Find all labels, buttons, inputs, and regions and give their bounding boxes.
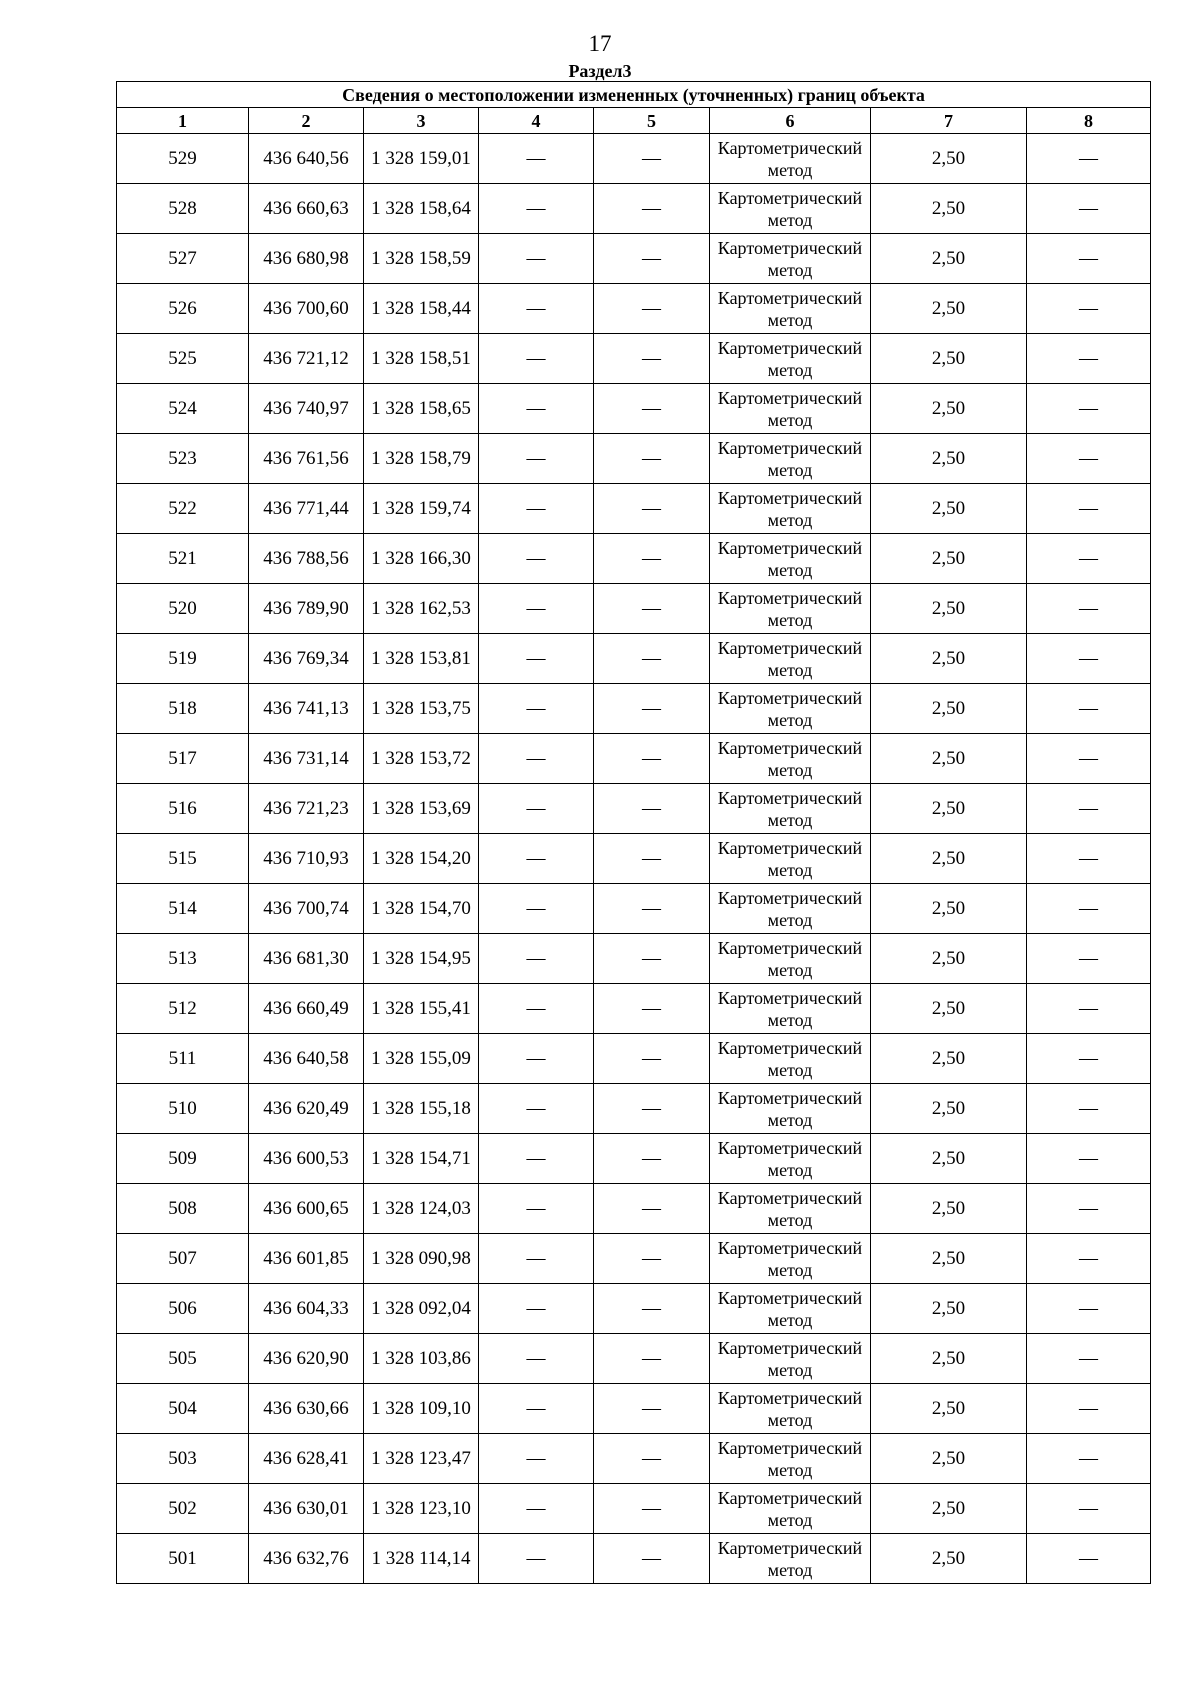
method-cell: Картометрический метод	[710, 434, 871, 484]
col4-cell: —	[479, 1334, 594, 1384]
x-coordinate-cell: 436 710,93	[249, 834, 364, 884]
col8-cell: —	[1027, 1234, 1151, 1284]
point-number-cell: 521	[117, 534, 249, 584]
col8-cell: —	[1027, 1184, 1151, 1234]
accuracy-cell: 2,50	[871, 1234, 1027, 1284]
column-number-header: 5	[594, 108, 710, 134]
x-coordinate-cell: 436 640,58	[249, 1034, 364, 1084]
col4-cell: —	[479, 1034, 594, 1084]
page-number: 17	[588, 31, 612, 56]
point-number-cell: 503	[117, 1434, 249, 1484]
table-row	[117, 1134, 1151, 1184]
col5-cell: —	[594, 484, 710, 534]
method-cell: Картометрический метод	[710, 684, 871, 734]
col5-cell: —	[594, 1234, 710, 1284]
method-cell: Картометрический метод	[710, 284, 871, 334]
col5-cell: —	[594, 434, 710, 484]
method-cell: Картометрический метод	[710, 934, 871, 984]
accuracy-cell: 2,50	[871, 1484, 1027, 1534]
col8-cell: —	[1027, 634, 1151, 684]
accuracy-cell: 2,50	[871, 334, 1027, 384]
accuracy-cell: 2,50	[871, 684, 1027, 734]
point-number-cell: 524	[117, 384, 249, 434]
col5-cell: —	[594, 384, 710, 434]
method-cell: Картометрический метод	[710, 1134, 871, 1184]
method-cell: Картометрический метод	[710, 734, 871, 784]
col5-cell: —	[594, 834, 710, 884]
method-cell: Картометрический метод	[710, 134, 871, 184]
accuracy-cell: 2,50	[871, 1284, 1027, 1334]
method-cell: Картометрический метод	[710, 184, 871, 234]
column-number-header: 3	[364, 108, 479, 134]
y-coordinate-cell: 1 328 103,86	[364, 1334, 479, 1384]
x-coordinate-cell: 436 601,85	[249, 1234, 364, 1284]
y-coordinate-cell: 1 328 154,95	[364, 934, 479, 984]
y-coordinate-cell: 1 328 153,72	[364, 734, 479, 784]
y-coordinate-cell: 1 328 162,53	[364, 584, 479, 634]
section-title: Раздел3	[568, 61, 632, 81]
col8-cell: —	[1027, 384, 1151, 434]
x-coordinate-cell: 436 600,53	[249, 1134, 364, 1184]
point-number-cell: 512	[117, 984, 249, 1034]
col5-cell: —	[594, 784, 710, 834]
y-coordinate-cell: 1 328 159,74	[364, 484, 479, 534]
x-coordinate-cell: 436 681,30	[249, 934, 364, 984]
col5-cell: —	[594, 184, 710, 234]
col5-cell: —	[594, 1084, 710, 1134]
col4-cell: —	[479, 1534, 594, 1584]
col8-cell: —	[1027, 1284, 1151, 1334]
x-coordinate-cell: 436 700,60	[249, 284, 364, 334]
col8-cell: —	[1027, 784, 1151, 834]
table-row	[117, 1484, 1151, 1534]
method-cell: Картометрический метод	[710, 1234, 871, 1284]
column-number-header: 1	[117, 108, 249, 134]
method-cell: Картометрический метод	[710, 484, 871, 534]
col4-cell: —	[479, 734, 594, 784]
col4-cell: —	[479, 384, 594, 434]
point-number-cell: 502	[117, 1484, 249, 1534]
col8-cell: —	[1027, 1034, 1151, 1084]
table-row	[117, 1434, 1151, 1484]
x-coordinate-cell: 436 632,76	[249, 1534, 364, 1584]
x-coordinate-cell: 436 740,97	[249, 384, 364, 434]
x-coordinate-cell: 436 604,33	[249, 1284, 364, 1334]
x-coordinate-cell: 436 700,74	[249, 884, 364, 934]
table-row	[117, 1534, 1151, 1584]
col5-cell: —	[594, 684, 710, 734]
point-number-cell: 519	[117, 634, 249, 684]
y-coordinate-cell: 1 328 154,70	[364, 884, 479, 934]
point-number-cell: 508	[117, 1184, 249, 1234]
col8-cell: —	[1027, 1384, 1151, 1434]
col8-cell: —	[1027, 1334, 1151, 1384]
x-coordinate-cell: 436 731,14	[249, 734, 364, 784]
x-coordinate-cell: 436 769,34	[249, 634, 364, 684]
point-number-cell: 529	[117, 134, 249, 184]
column-number-header: 4	[479, 108, 594, 134]
accuracy-cell: 2,50	[871, 384, 1027, 434]
x-coordinate-cell: 436 630,01	[249, 1484, 364, 1534]
x-coordinate-cell: 436 789,90	[249, 584, 364, 634]
table-row	[117, 734, 1151, 784]
col5-cell: —	[594, 1484, 710, 1534]
col8-cell: —	[1027, 1534, 1151, 1584]
point-number-cell: 528	[117, 184, 249, 234]
method-cell: Картометрический метод	[710, 534, 871, 584]
y-coordinate-cell: 1 328 153,69	[364, 784, 479, 834]
col5-cell: —	[594, 1534, 710, 1584]
col8-cell: —	[1027, 584, 1151, 634]
y-coordinate-cell: 1 328 155,18	[364, 1084, 479, 1134]
accuracy-cell: 2,50	[871, 884, 1027, 934]
col8-cell: —	[1027, 984, 1151, 1034]
table-row	[117, 1284, 1151, 1334]
accuracy-cell: 2,50	[871, 484, 1027, 534]
y-coordinate-cell: 1 328 158,59	[364, 234, 479, 284]
y-coordinate-cell: 1 328 155,09	[364, 1034, 479, 1084]
method-cell: Картометрический метод	[710, 384, 871, 434]
accuracy-cell: 2,50	[871, 584, 1027, 634]
method-cell: Картометрический метод	[710, 584, 871, 634]
col4-cell: —	[479, 284, 594, 334]
table-row	[117, 384, 1151, 434]
point-number-cell: 505	[117, 1334, 249, 1384]
table-row	[117, 234, 1151, 284]
col5-cell: —	[594, 734, 710, 784]
x-coordinate-cell: 436 620,90	[249, 1334, 364, 1384]
col8-cell: —	[1027, 284, 1151, 334]
point-number-cell: 515	[117, 834, 249, 884]
col4-cell: —	[479, 584, 594, 634]
method-cell: Картометрический метод	[710, 334, 871, 384]
col4-cell: —	[479, 634, 594, 684]
accuracy-cell: 2,50	[871, 134, 1027, 184]
col4-cell: —	[479, 1484, 594, 1534]
y-coordinate-cell: 1 328 158,44	[364, 284, 479, 334]
table-row	[117, 184, 1151, 234]
col4-cell: —	[479, 934, 594, 984]
method-cell: Картометрический метод	[710, 1084, 871, 1134]
col5-cell: —	[594, 1384, 710, 1434]
table-row	[117, 934, 1151, 984]
x-coordinate-cell: 436 721,12	[249, 334, 364, 384]
y-coordinate-cell: 1 328 154,71	[364, 1134, 479, 1184]
y-coordinate-cell: 1 328 154,20	[364, 834, 479, 884]
col5-cell: —	[594, 1034, 710, 1084]
col4-cell: —	[479, 234, 594, 284]
y-coordinate-cell: 1 328 158,65	[364, 384, 479, 434]
point-number-cell: 523	[117, 434, 249, 484]
col4-cell: —	[479, 1434, 594, 1484]
accuracy-cell: 2,50	[871, 434, 1027, 484]
x-coordinate-cell: 436 660,49	[249, 984, 364, 1034]
col4-cell: —	[479, 134, 594, 184]
col4-cell: —	[479, 534, 594, 584]
col8-cell: —	[1027, 434, 1151, 484]
col5-cell: —	[594, 584, 710, 634]
accuracy-cell: 2,50	[871, 234, 1027, 284]
accuracy-cell: 2,50	[871, 1084, 1027, 1134]
column-number-header: 7	[871, 108, 1027, 134]
point-number-cell: 513	[117, 934, 249, 984]
table-body	[117, 134, 1151, 1584]
point-number-cell: 520	[117, 584, 249, 634]
column-number-header: 8	[1027, 108, 1151, 134]
table-row	[117, 634, 1151, 684]
col5-cell: —	[594, 1434, 710, 1484]
x-coordinate-cell: 436 721,23	[249, 784, 364, 834]
col8-cell: —	[1027, 684, 1151, 734]
point-number-cell: 506	[117, 1284, 249, 1334]
col8-cell: —	[1027, 234, 1151, 284]
point-number-cell: 525	[117, 334, 249, 384]
point-number-cell: 527	[117, 234, 249, 284]
x-coordinate-cell: 436 620,49	[249, 1084, 364, 1134]
point-number-cell: 504	[117, 1384, 249, 1434]
point-number-cell: 507	[117, 1234, 249, 1284]
method-cell: Картометрический метод	[710, 884, 871, 934]
col4-cell: —	[479, 484, 594, 534]
x-coordinate-cell: 436 771,44	[249, 484, 364, 534]
method-cell: Картометрический метод	[710, 784, 871, 834]
col5-cell: —	[594, 534, 710, 584]
table-row	[117, 1384, 1151, 1434]
accuracy-cell: 2,50	[871, 984, 1027, 1034]
col4-cell: —	[479, 434, 594, 484]
accuracy-cell: 2,50	[871, 1384, 1027, 1434]
table-row	[117, 1234, 1151, 1284]
accuracy-cell: 2,50	[871, 834, 1027, 884]
y-coordinate-cell: 1 328 158,79	[364, 434, 479, 484]
y-coordinate-cell: 1 328 158,64	[364, 184, 479, 234]
col8-cell: —	[1027, 1084, 1151, 1134]
table-row	[117, 484, 1151, 534]
accuracy-cell: 2,50	[871, 934, 1027, 984]
col5-cell: —	[594, 1284, 710, 1334]
x-coordinate-cell: 436 761,56	[249, 434, 364, 484]
table-row	[117, 684, 1151, 734]
col4-cell: —	[479, 1384, 594, 1434]
col8-cell: —	[1027, 884, 1151, 934]
table-row	[117, 884, 1151, 934]
accuracy-cell: 2,50	[871, 284, 1027, 334]
table-row	[117, 284, 1151, 334]
method-cell: Картометрический метод	[710, 1334, 871, 1384]
col5-cell: —	[594, 1184, 710, 1234]
y-coordinate-cell: 1 328 155,41	[364, 984, 479, 1034]
y-coordinate-cell: 1 328 114,14	[364, 1534, 479, 1584]
table-row	[117, 1334, 1151, 1384]
col8-cell: —	[1027, 134, 1151, 184]
x-coordinate-cell: 436 630,66	[249, 1384, 364, 1434]
col4-cell: —	[479, 1084, 594, 1134]
table-row	[117, 784, 1151, 834]
point-number-cell: 517	[117, 734, 249, 784]
y-coordinate-cell: 1 328 109,10	[364, 1384, 479, 1434]
point-number-cell: 511	[117, 1034, 249, 1084]
col8-cell: —	[1027, 734, 1151, 784]
table-row	[117, 334, 1151, 384]
method-cell: Картометрический метод	[710, 634, 871, 684]
table-row	[117, 584, 1151, 634]
point-number-cell: 518	[117, 684, 249, 734]
col4-cell: —	[479, 184, 594, 234]
accuracy-cell: 2,50	[871, 1534, 1027, 1584]
col4-cell: —	[479, 884, 594, 934]
table-row	[117, 434, 1151, 484]
col4-cell: —	[479, 1234, 594, 1284]
table-row	[117, 984, 1151, 1034]
accuracy-cell: 2,50	[871, 534, 1027, 584]
accuracy-cell: 2,50	[871, 634, 1027, 684]
accuracy-cell: 2,50	[871, 1334, 1027, 1384]
x-coordinate-cell: 436 741,13	[249, 684, 364, 734]
method-cell: Картометрический метод	[710, 234, 871, 284]
column-number-header: 2	[249, 108, 364, 134]
col8-cell: —	[1027, 934, 1151, 984]
col8-cell: —	[1027, 534, 1151, 584]
col4-cell: —	[479, 1284, 594, 1334]
y-coordinate-cell: 1 328 158,51	[364, 334, 479, 384]
method-cell: Картометрический метод	[710, 1384, 871, 1434]
col5-cell: —	[594, 984, 710, 1034]
col5-cell: —	[594, 884, 710, 934]
col5-cell: —	[594, 334, 710, 384]
method-cell: Картометрический метод	[710, 1284, 871, 1334]
col5-cell: —	[594, 1134, 710, 1184]
col4-cell: —	[479, 784, 594, 834]
x-coordinate-cell: 436 600,65	[249, 1184, 364, 1234]
y-coordinate-cell: 1 328 153,75	[364, 684, 479, 734]
col8-cell: —	[1027, 1434, 1151, 1484]
method-cell: Картометрический метод	[710, 1484, 871, 1534]
col5-cell: —	[594, 134, 710, 184]
y-coordinate-cell: 1 328 123,47	[364, 1434, 479, 1484]
y-coordinate-cell: 1 328 159,01	[364, 134, 479, 184]
x-coordinate-cell: 436 640,56	[249, 134, 364, 184]
y-coordinate-cell: 1 328 124,03	[364, 1184, 479, 1234]
point-number-cell: 522	[117, 484, 249, 534]
col8-cell: —	[1027, 1484, 1151, 1534]
table-row	[117, 1184, 1151, 1234]
col5-cell: —	[594, 234, 710, 284]
method-cell: Картометрический метод	[710, 1534, 871, 1584]
col5-cell: —	[594, 634, 710, 684]
method-cell: Картометрический метод	[710, 984, 871, 1034]
col4-cell: —	[479, 684, 594, 734]
table-row	[117, 1084, 1151, 1134]
table-row	[117, 534, 1151, 584]
y-coordinate-cell: 1 328 092,04	[364, 1284, 479, 1334]
y-coordinate-cell: 1 328 090,98	[364, 1234, 479, 1284]
method-cell: Картометрический метод	[710, 1184, 871, 1234]
y-coordinate-cell: 1 328 166,30	[364, 534, 479, 584]
col4-cell: —	[479, 1184, 594, 1234]
col8-cell: —	[1027, 184, 1151, 234]
accuracy-cell: 2,50	[871, 184, 1027, 234]
point-number-cell: 509	[117, 1134, 249, 1184]
accuracy-cell: 2,50	[871, 1184, 1027, 1234]
method-cell: Картометрический метод	[710, 834, 871, 884]
table-caption: Сведения о местоположении измененных (уточненных) границ объекта	[117, 82, 1151, 108]
point-number-cell: 514	[117, 884, 249, 934]
y-coordinate-cell: 1 328 123,10	[364, 1484, 479, 1534]
col5-cell: —	[594, 1334, 710, 1384]
method-cell: Картометрический метод	[710, 1434, 871, 1484]
accuracy-cell: 2,50	[871, 1134, 1027, 1184]
x-coordinate-cell: 436 660,63	[249, 184, 364, 234]
accuracy-cell: 2,50	[871, 784, 1027, 834]
point-number-cell: 510	[117, 1084, 249, 1134]
column-number-header: 6	[710, 108, 871, 134]
table-row	[117, 834, 1151, 884]
col8-cell: —	[1027, 1134, 1151, 1184]
accuracy-cell: 2,50	[871, 734, 1027, 784]
col8-cell: —	[1027, 334, 1151, 384]
accuracy-cell: 2,50	[871, 1434, 1027, 1484]
x-coordinate-cell: 436 628,41	[249, 1434, 364, 1484]
boundary-table	[116, 81, 1151, 1584]
col8-cell: —	[1027, 484, 1151, 534]
method-cell: Картометрический метод	[710, 1034, 871, 1084]
col8-cell: —	[1027, 834, 1151, 884]
x-coordinate-cell: 436 788,56	[249, 534, 364, 584]
col4-cell: —	[479, 1134, 594, 1184]
x-coordinate-cell: 436 680,98	[249, 234, 364, 284]
y-coordinate-cell: 1 328 153,81	[364, 634, 479, 684]
point-number-cell: 516	[117, 784, 249, 834]
point-number-cell: 526	[117, 284, 249, 334]
col4-cell: —	[479, 984, 594, 1034]
col5-cell: —	[594, 934, 710, 984]
table-row	[117, 1034, 1151, 1084]
col5-cell: —	[594, 284, 710, 334]
col4-cell: —	[479, 834, 594, 884]
accuracy-cell: 2,50	[871, 1034, 1027, 1084]
column-number-row	[117, 108, 1151, 134]
table-row	[117, 134, 1151, 184]
point-number-cell: 501	[117, 1534, 249, 1584]
col4-cell: —	[479, 334, 594, 384]
